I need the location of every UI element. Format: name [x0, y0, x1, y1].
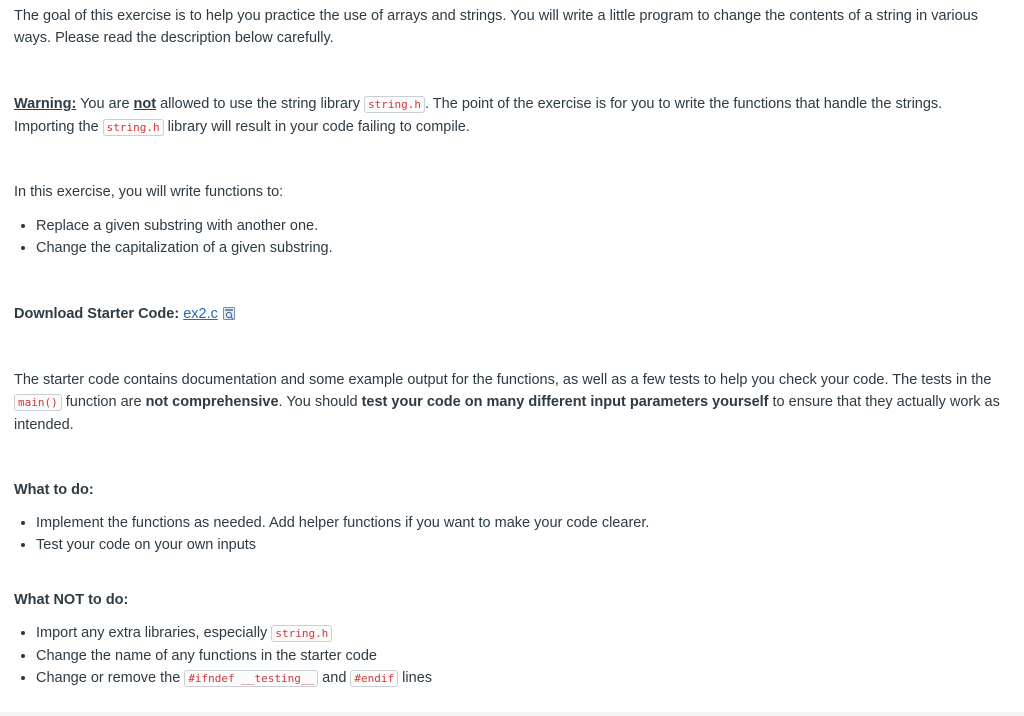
starter-code-paragraph [14, 369, 1004, 436]
list-item: • Implement the functions as needed. Add helper functions if you want to make your code clearer. [36, 512, 1024, 534]
not-todo-list [14, 622, 1024, 690]
download-paragraph [14, 303, 1004, 325]
warning-label: Warning: [14, 96, 77, 112]
list-item: • Change the capitalization of a given substring. [36, 237, 1024, 259]
warning-text-3: . The point of the exercise is for you to write the functions that handle the strings. Importing the [14, 96, 943, 135]
not-todo-heading-text: What NOT to do: [14, 592, 129, 608]
list-item-text: and [318, 670, 351, 686]
starter-code-link[interactable]: ex2.c [183, 306, 218, 322]
starter-text-2: function are [61, 394, 146, 410]
functions-intro: In this exercise, you will write functions to: [14, 184, 284, 200]
warning-paragraph [14, 93, 1004, 139]
todo-list [14, 512, 1024, 556]
list-item: • Test your code on your own inputs [36, 534, 1024, 556]
list-item-text: Change or remove the [36, 670, 185, 686]
warning-text-4: library will result in your code failing to compile. [163, 119, 470, 135]
list-item [36, 622, 1024, 645]
list-item-text: Import any extra libraries, especially [36, 625, 272, 641]
list-item: • Replace a given substring with another one. [36, 215, 1024, 237]
inline-code-string-h: string.h [364, 96, 425, 113]
not-todo-heading [14, 589, 1004, 611]
inline-code-endif: #endif [350, 670, 398, 687]
starter-text-4: to ensure that they actually work as intended. [14, 394, 1000, 433]
bottom-divider [0, 712, 1024, 716]
warning-text-1: You are [76, 96, 134, 112]
intro-paragraph: The goal of this exercise is to help you practice the use of arrays and strings. You will write a little program to change the contents of a string in various ways. Please read the description below carefully. [14, 8, 978, 46]
warning-text-2: allowed to use the string library [156, 96, 365, 112]
document-preview-icon[interactable] [223, 305, 235, 318]
starter-text-1: The starter code contains documentation and some example output for the functions, as well as a few tests to help you check your code. The tests in the [14, 372, 992, 388]
list-item-text: lines [398, 670, 433, 686]
download-label: Download Starter Code: [14, 306, 184, 322]
list-item: • Change the name of any functions in the starter code [36, 645, 1024, 667]
starter-bold-2: test your code on many different input parameters yourself [361, 394, 769, 410]
starter-bold-1: not comprehensive [145, 394, 279, 410]
todo-heading [14, 479, 1004, 501]
inline-code-string-h: string.h [271, 625, 332, 642]
inline-code-main: main() [14, 394, 62, 411]
starter-text-3: . You should [278, 394, 362, 410]
functions-list [14, 215, 1024, 259]
todo-heading-text: What to do: [14, 482, 94, 498]
inline-code-ifndef: #ifndef __testing__ [184, 670, 318, 687]
list-item [36, 667, 1024, 690]
warning-not: not [133, 96, 157, 112]
inline-code-string-h: string.h [103, 119, 164, 136]
